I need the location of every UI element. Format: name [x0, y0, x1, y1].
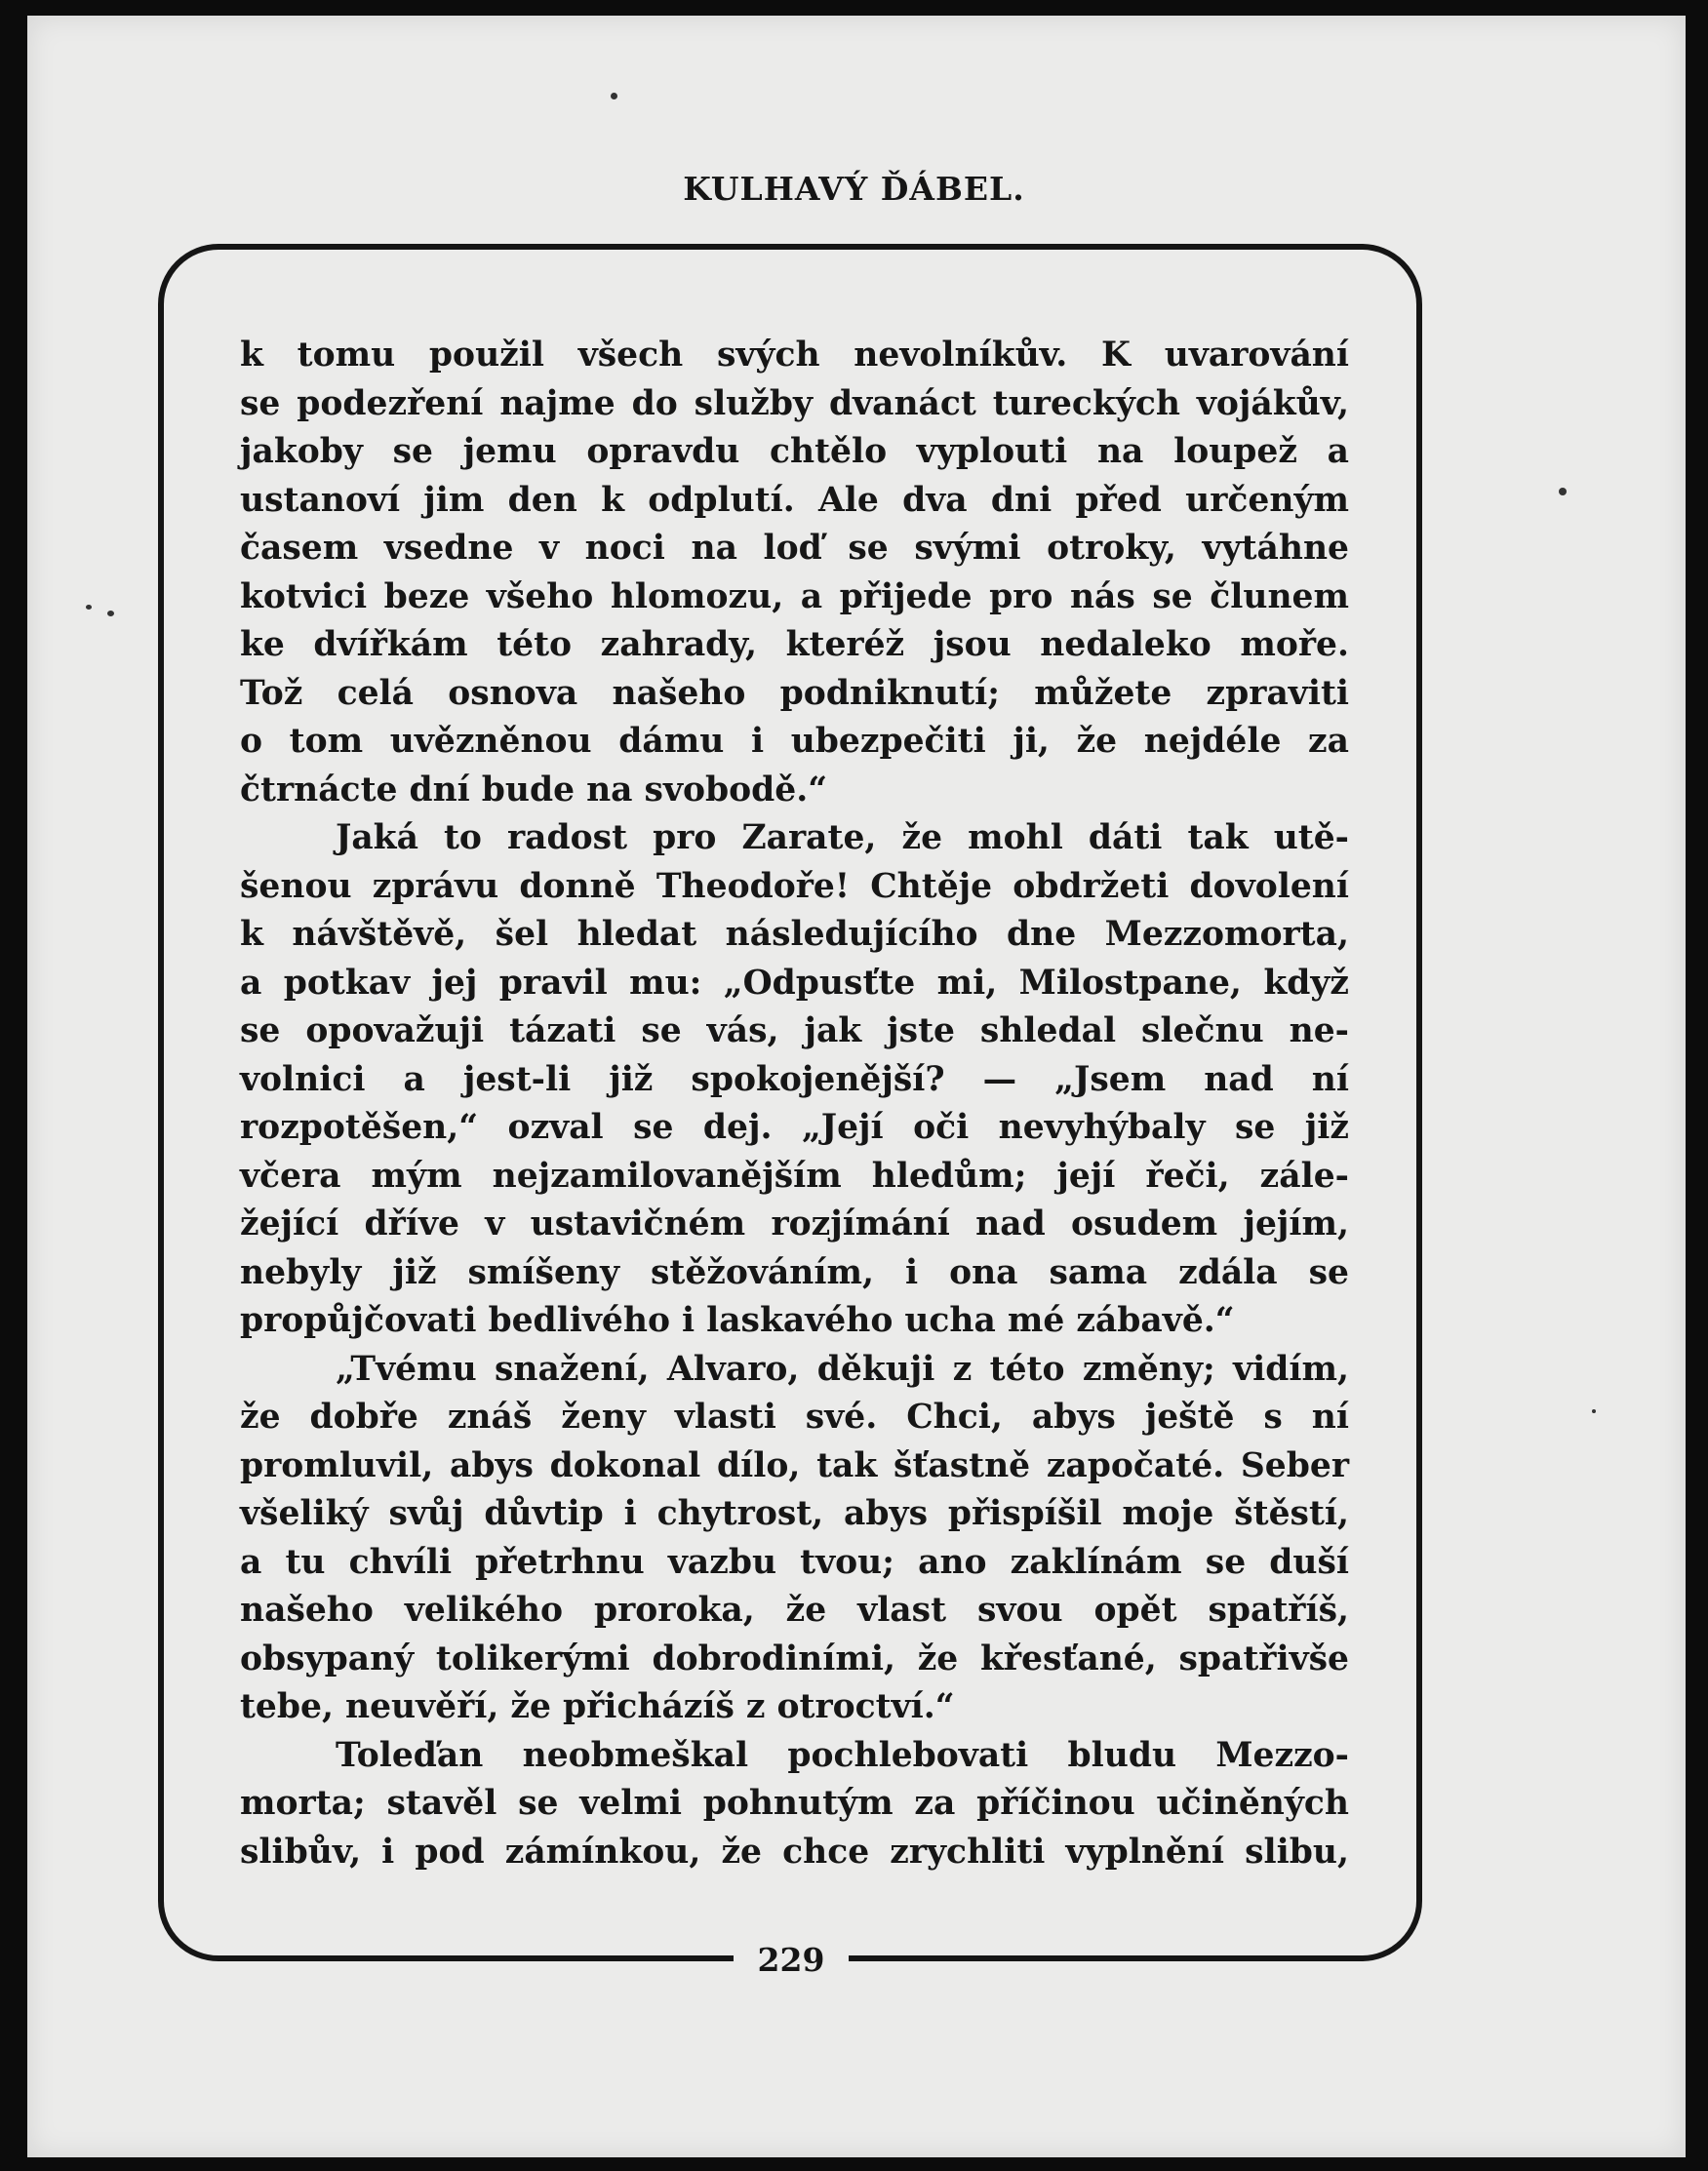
text-line: Toleďan neobmeškal pochlebovati bludu Mezzo- — [336, 1735, 1349, 1775]
speck — [1592, 1409, 1596, 1413]
text-line: kotvici beze všeho hlomozu, a přijede pro nás se člunem — [240, 576, 1349, 616]
running-head: KULHAVÝ ĎÁBEL. — [683, 170, 1025, 208]
text-line: Jaká to radost pro Zarate, že mohl dáti tak utě- — [336, 818, 1349, 857]
text-line: našeho velikého proroka, že vlast svou opět spatříš, — [240, 1591, 1349, 1630]
speck — [611, 93, 617, 99]
text-line: žející dříve v ustavičném rozjímání nad osudem jejím, — [240, 1204, 1349, 1243]
text-line: jakoby se jemu opravdu chtělo vyplouti na loupež a — [240, 432, 1349, 471]
text-line: tebe, neuvěří, že přicházíš z otroctví.“ — [240, 1687, 955, 1726]
text-line: propůjčovati bedlivého i laskavého ucha mé zábavě.“ — [240, 1301, 1235, 1340]
speck — [86, 605, 92, 610]
text-line: se podezření najme do služby dvanáct tureckých vojákův, — [240, 383, 1349, 423]
text-line: promluvil, abys dokonal dílo, tak šťastně započaté. Seber — [240, 1445, 1349, 1485]
text-line: o tom uvězněnou dámu i ubezpečiti ji, že nejdéle za — [240, 722, 1349, 761]
text-line: morta; stavěl se velmi pohnutým za příčinou učiněných — [240, 1784, 1349, 1823]
text-line: čtrnácte dní bude na svobodě.“ — [240, 770, 828, 809]
text-line: volnici a jest-li již spokojenější? — „Jsem nad ní — [240, 1059, 1349, 1099]
text-line: obsypaný tolikerými dobrodiními, že křesťané, spatřivše — [240, 1638, 1349, 1678]
text-line: že dobře znáš ženy vlasti své. Chci, abys ještě s ní — [240, 1398, 1349, 1437]
text-line: ustanoví jim den k odplutí. Ale dva dni před určeným — [240, 480, 1349, 520]
text-line: včera mým nejzamilovanějším hledům; její řeči, zále- — [240, 1156, 1349, 1196]
text-line: se opovažuji tázati se vás, jak jste shledal slečnu ne- — [240, 1011, 1349, 1050]
text-line: rozpotěšen,“ ozval se dej. „Její oči nevyhýbaly se již — [240, 1108, 1349, 1147]
text-line: všeliký svůj důvtip i chytrost, abys přispíšil moje štěstí, — [240, 1494, 1349, 1533]
text-line: šenou zprávu donně Theodoře! Chtěje obdržeti dovolení — [240, 866, 1349, 906]
speck — [107, 611, 114, 616]
text-line: časem vsedne v noci na loď se svými otroky, vytáhne — [240, 529, 1349, 568]
speck — [1559, 488, 1567, 495]
body-text — [240, 332, 1349, 1876]
text-line: k návštěvě, šel hledat následujícího dne Mezzomorta, — [240, 915, 1349, 954]
text-line: a tu chvíli přetrhnu vazbu tvou; ano zaklínám se duší — [240, 1542, 1349, 1582]
page-number: 229 — [757, 1941, 825, 1979]
text-line: slibův, i pod zámínkou, že chce zrychliti vyplnění slibu, — [240, 1832, 1349, 1872]
text-line: a potkav jej pravil mu: „Odpusťte mi, Milostpane, když — [240, 963, 1349, 1003]
text-line: k tomu použil všech svých nevolníkův. K uvarování — [240, 336, 1349, 375]
text-line: „Tvému snažení, Alvaro, děkuji z této změny; vidím, — [336, 1349, 1349, 1389]
text-line: Tož celá osnova našeho podniknutí; můžete zpraviti — [240, 673, 1349, 713]
text-line: nebyly již smíšeny stěžováním, i ona sama zdála se — [240, 1252, 1349, 1292]
text-line: ke dvířkám této zahrady, kteréž jsou nedaleko moře. — [240, 625, 1349, 664]
